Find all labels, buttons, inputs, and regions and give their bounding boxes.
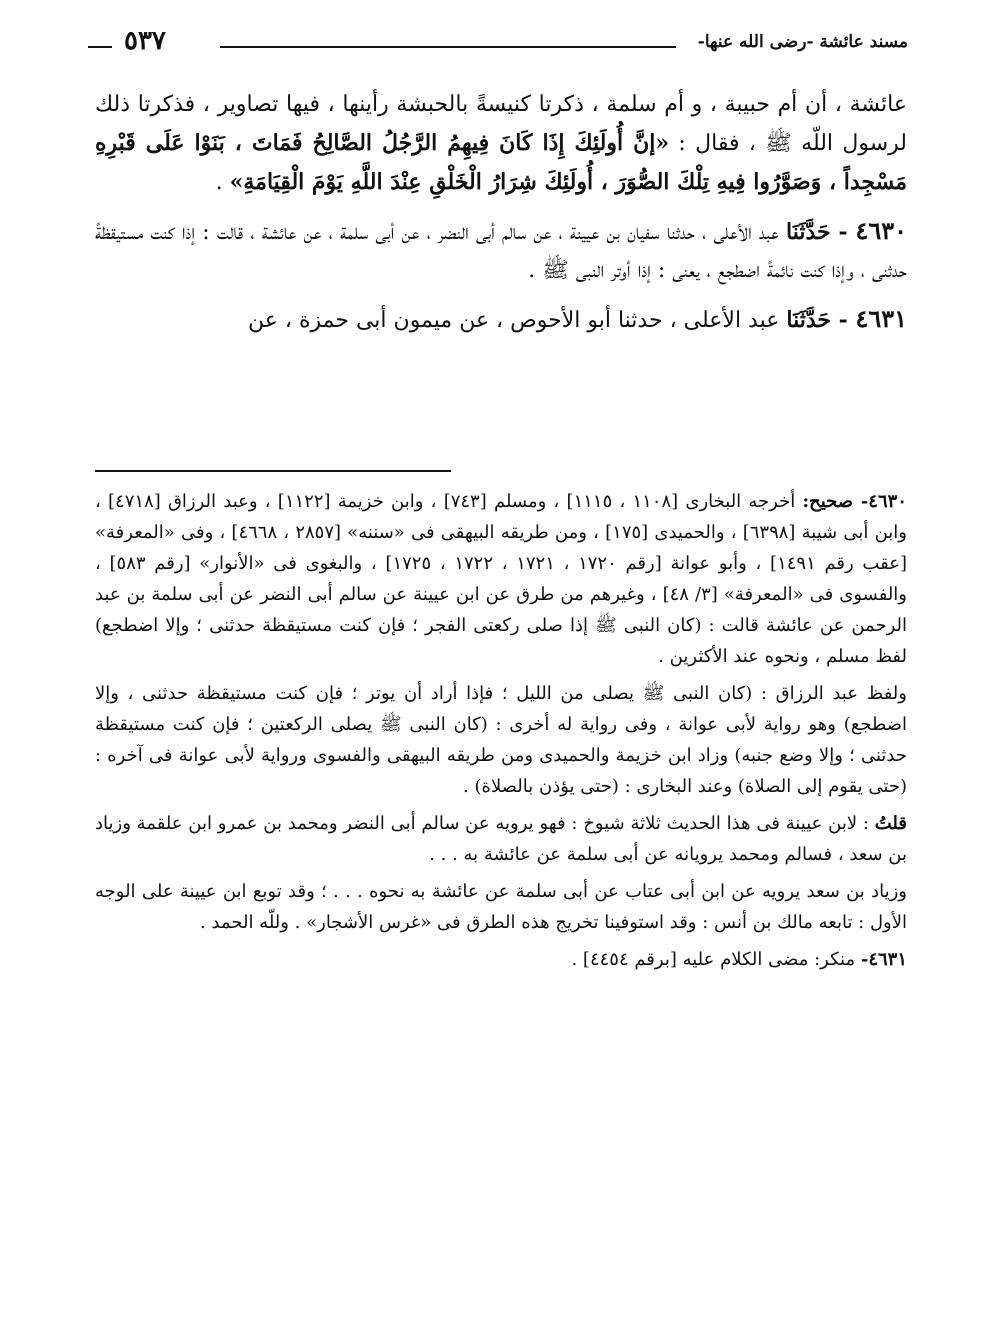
hadith-matn: «إنَّ أُولَئِكَ إِذَا كَانَ فِيهِمُ الرَّجُلُ الصَّالِحُ فَمَاتَ ، بَنَوْا عَلَى قَبْرِهِ مَسْجِداً ، وَصَوَّرُوا فِيهِ تِلْكَ الصُّوَرَ ، أُولَئِكَ شِرَارُ الْخَلْقِ عِنْدَ اللَّهِ يَوْمَ الْقِيَامَةِ» bbox=[95, 130, 907, 195]
footnote-text: أخرجه البخارى [١١٠٨ ، ١١١٥] ، ومسلم [٧٤٣] ، وابن خزيمة [١١٢٢] ، وعبد الرزاق [٤٧١٨] ، وابن أبى شيبة [٦٣٩٨] ، والحميدى [١٧٥] ، ومن طريقه البيهقى فى «سننه» [٢٨٥٧ ، ٤٦٦٨] ، وفى «المعرفة» [عقب رقم ١٤٩١] ، وأبو عوانة [رقم ١٧٢٠ ، ١٧٢١ ، ١٧٢٢ ، ١٧٢٥] ، والبغوى فى «الأنوار» [رقم ٥٨٣] ، والفسوى فى «المعرفة» [٣/ ٤٨] ، وغيرهم من طرق عن ابن عيينة عن سالم أبى النضر عن أبى سلمة بن عبد الرحمن عن عائشة قالت : (كان النبى ﷺ إذا صلى ركعتى الفجر ؛ فإن كنت مستيقظة حدثنى ؛ وإلا اضطجع) لفظ مسلم ، ونحوه عند الأكثرين . bbox=[95, 491, 907, 667]
hadith-text: عبد الأعلى ، حدثنا أبو الأحوص ، عن ميمون أبى حمزة ، عن bbox=[248, 308, 787, 333]
footnote-paragraph: ولفظ عبد الرزاق : (كان النبى ﷺ يصلى من الليل ؛ فإذا أراد أن يوتر ؛ فإن كنت مستيقظة حدثنى ، وإلا اضطجع) وهو رواية لأبى عوانة ، وفى رواية له أخرى : (كان النبى ﷺ يصلى الركعتين ؛ فإن كنت مستيقظة حدثنى ؛ وإلا وضع جنبه) وزاد ابن خزيمة والحميدى ومن طريقه البيهقى والفسوى ورواية لأبى عوانة فى آخره : (حتى يقوم إلى الصلاة) وعند البخارى : (حتى يؤذن بالصلاة) . bbox=[95, 683, 907, 797]
footnote-separator bbox=[95, 470, 451, 472]
running-title: مسند عائشة -رضى الله عنها- bbox=[697, 32, 908, 52]
page-number: ٥٣٧ bbox=[124, 26, 166, 56]
hadith-4631 bbox=[95, 300, 907, 340]
footnote-4631 bbox=[95, 944, 907, 975]
hadith-text: عائشة ، أن أم حبيبة ، و أم سلمة ، ذكرتا كنيسةً بالحبشة رأينها ، فيها تصاوير ، فذكرتا ذلك لرسول اللّه ﷺ ، فقال : bbox=[95, 92, 907, 156]
hadith-number: ٤٦٣٠ bbox=[855, 216, 908, 245]
hadith-end: . bbox=[215, 170, 230, 195]
hadith-4630 bbox=[95, 212, 907, 290]
footnote-text: : لابن عيينة فى هذا الحديث ثلاثة شيوخ : فهو يرويه عن سالم أبى النضر ومحمد بن عمرو ابن علقمة وزياد بن سعد ، فسالم ومحمد يرويانه عن أبى سلمة عن عائشة به . . . bbox=[95, 813, 907, 865]
hadith-text: عبد الأعلى ، حدثنا سفيان بن عيينة ، عن سالم أبى النضر ، عن أبى سلمة ، عن عائشة ، قالت : إذا كنت مستيقظةً حدثنى ، وإذا كنت نائمةً اضطجع ، يعنى : إذا أوتر النبى ﷺ . bbox=[95, 220, 907, 283]
hadith-lead: - حَدَّثَنَا bbox=[786, 307, 856, 333]
footnotes bbox=[95, 486, 907, 981]
main-text bbox=[95, 86, 907, 340]
footnote-text: منكر: مضى الكلام عليه [برقم ٤٤٥٤] . bbox=[571, 949, 861, 970]
footnote-paragraph bbox=[95, 808, 907, 870]
footnote-number: ٤٦٣٠- bbox=[860, 491, 907, 512]
footnote-grade: صحيح: bbox=[802, 491, 861, 512]
hadith-continuation bbox=[95, 86, 907, 202]
footnote-4630 bbox=[95, 486, 907, 672]
hadith-lead: - حَدَّثَنَا bbox=[785, 219, 856, 245]
page-header bbox=[88, 26, 908, 62]
footnote-number: ٤٦٣١- bbox=[860, 949, 907, 970]
footnote-lead: قلتُ bbox=[874, 813, 907, 834]
header-dash bbox=[88, 46, 112, 48]
hadith-number: ٤٦٣١ bbox=[855, 304, 907, 333]
footnote-paragraph: وزياد بن سعد يرويه عن ابن أبى عتاب عن أبى سلمة عن عائشة به نحوه . . . ؛ وقد توبع ابن عيينة على الوجه الأول : تابعه مالك بن أنس : وقد استوفينا تخريج هذه الطرق فى «غرس الأشجار» . وللّه الحمد . bbox=[95, 881, 907, 933]
header-rule bbox=[220, 46, 676, 48]
